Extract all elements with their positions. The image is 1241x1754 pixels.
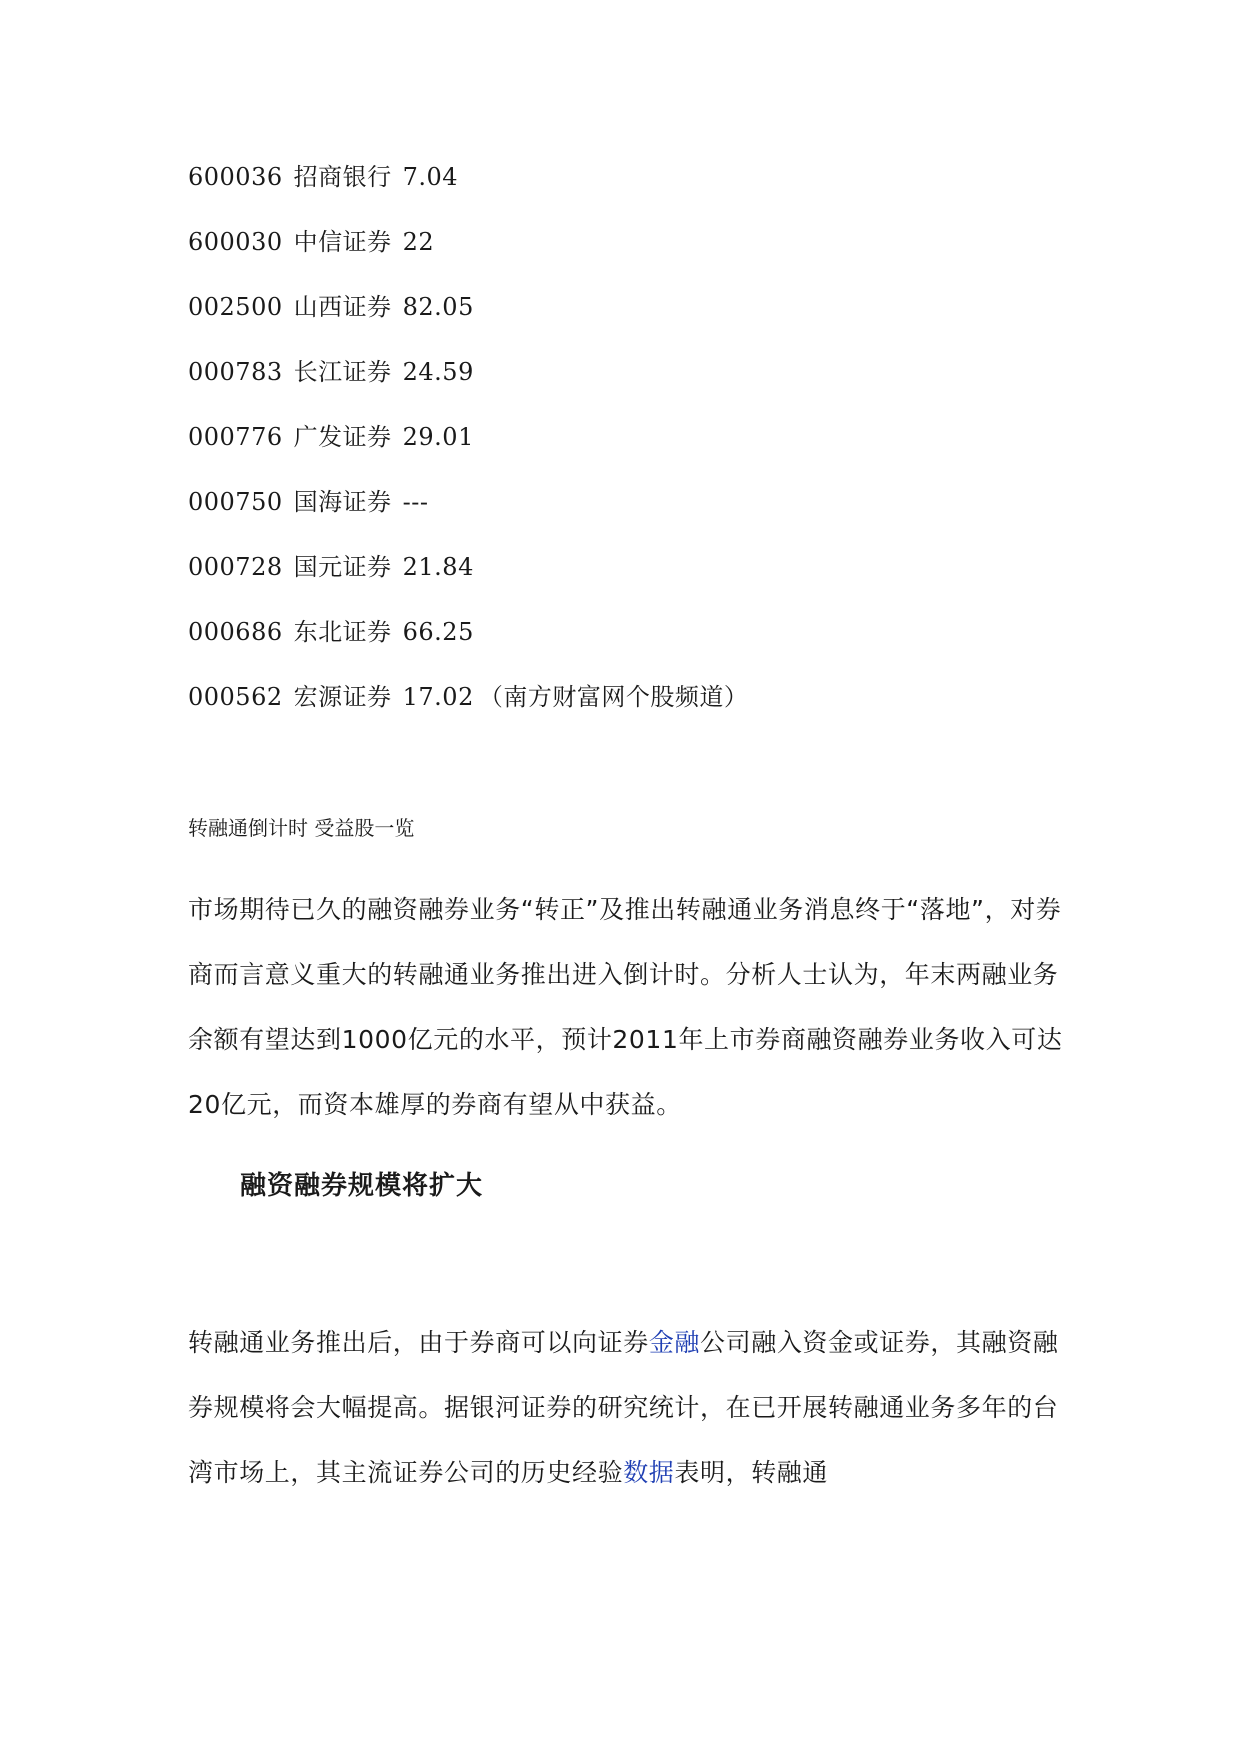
stock-code: 002500 bbox=[188, 293, 283, 321]
stock-row bbox=[188, 290, 759, 355]
stock-name: 广发证券 bbox=[293, 423, 392, 451]
stock-code: 000776 bbox=[188, 423, 283, 451]
stock-list bbox=[188, 160, 759, 745]
stock-row bbox=[188, 420, 759, 485]
stock-value: 22 bbox=[402, 228, 435, 256]
stock-code: 000562 bbox=[188, 683, 283, 711]
stock-row bbox=[188, 615, 759, 680]
source-note: （南方财富网个股频道） bbox=[478, 683, 749, 711]
stock-code: 000686 bbox=[188, 618, 283, 646]
paragraph-text: 表明，转融通 bbox=[674, 1458, 829, 1487]
stock-row bbox=[188, 550, 759, 615]
body-paragraph bbox=[188, 1310, 1068, 1505]
stock-row bbox=[188, 355, 759, 420]
stock-name: 长江证券 bbox=[293, 358, 392, 386]
stock-value: 7.04 bbox=[402, 163, 459, 191]
stock-name: 山西证券 bbox=[293, 293, 392, 321]
stock-code: 000750 bbox=[188, 488, 283, 516]
stock-row bbox=[188, 485, 759, 550]
data-link[interactable]: 数据 bbox=[623, 1458, 675, 1487]
stock-row bbox=[188, 680, 759, 745]
stock-name: 国海证券 bbox=[293, 488, 392, 516]
stock-row bbox=[188, 160, 759, 225]
finance-link[interactable]: 金融 bbox=[648, 1328, 701, 1357]
paragraph-text: 公司融入资金或证券，其融资融券规模将会大幅提高。据银河证券的研究统计，在已开展转融通业务多年的台湾市场上，其主流证券公司的历史经验 bbox=[188, 1328, 1059, 1487]
stock-name: 中信证券 bbox=[293, 228, 392, 256]
section-heading: 融资融券规模将扩大 bbox=[240, 1171, 484, 1201]
stock-name: 宏源证券 bbox=[293, 683, 392, 711]
stock-value: 24.59 bbox=[402, 358, 474, 386]
stock-name: 招商银行 bbox=[293, 163, 392, 191]
stock-code: 000728 bbox=[188, 553, 283, 581]
stock-code: 600030 bbox=[188, 228, 283, 256]
stock-value: --- bbox=[402, 488, 429, 516]
article-title: 转融通倒计时 受益股一览 bbox=[188, 816, 415, 840]
stock-name: 东北证券 bbox=[293, 618, 392, 646]
stock-value: 29.01 bbox=[402, 423, 474, 451]
stock-row bbox=[188, 225, 759, 290]
stock-code: 600036 bbox=[188, 163, 283, 191]
stock-value: 82.05 bbox=[402, 293, 474, 321]
stock-value: 21.84 bbox=[402, 553, 474, 581]
stock-code: 000783 bbox=[188, 358, 283, 386]
paragraph-text: 转融通业务推出后，由于券商可以向证券 bbox=[188, 1328, 649, 1357]
intro-paragraph: 市场期待已久的融资融券业务“转正”及推出转融通业务消息终于“落地”，对券商而言意义重大的转融通业务推出进入倒计时。分析人士认为，年末两融业务余额有望达到1000亿元的水平，预计2011年上市券商融资融券业务收入可达20亿元，而资本雄厚的券商有望从中获益。 bbox=[188, 895, 1063, 1119]
stock-name: 国元证券 bbox=[293, 553, 392, 581]
stock-value: 66.25 bbox=[402, 618, 474, 646]
stock-value: 17.02 bbox=[402, 683, 474, 711]
